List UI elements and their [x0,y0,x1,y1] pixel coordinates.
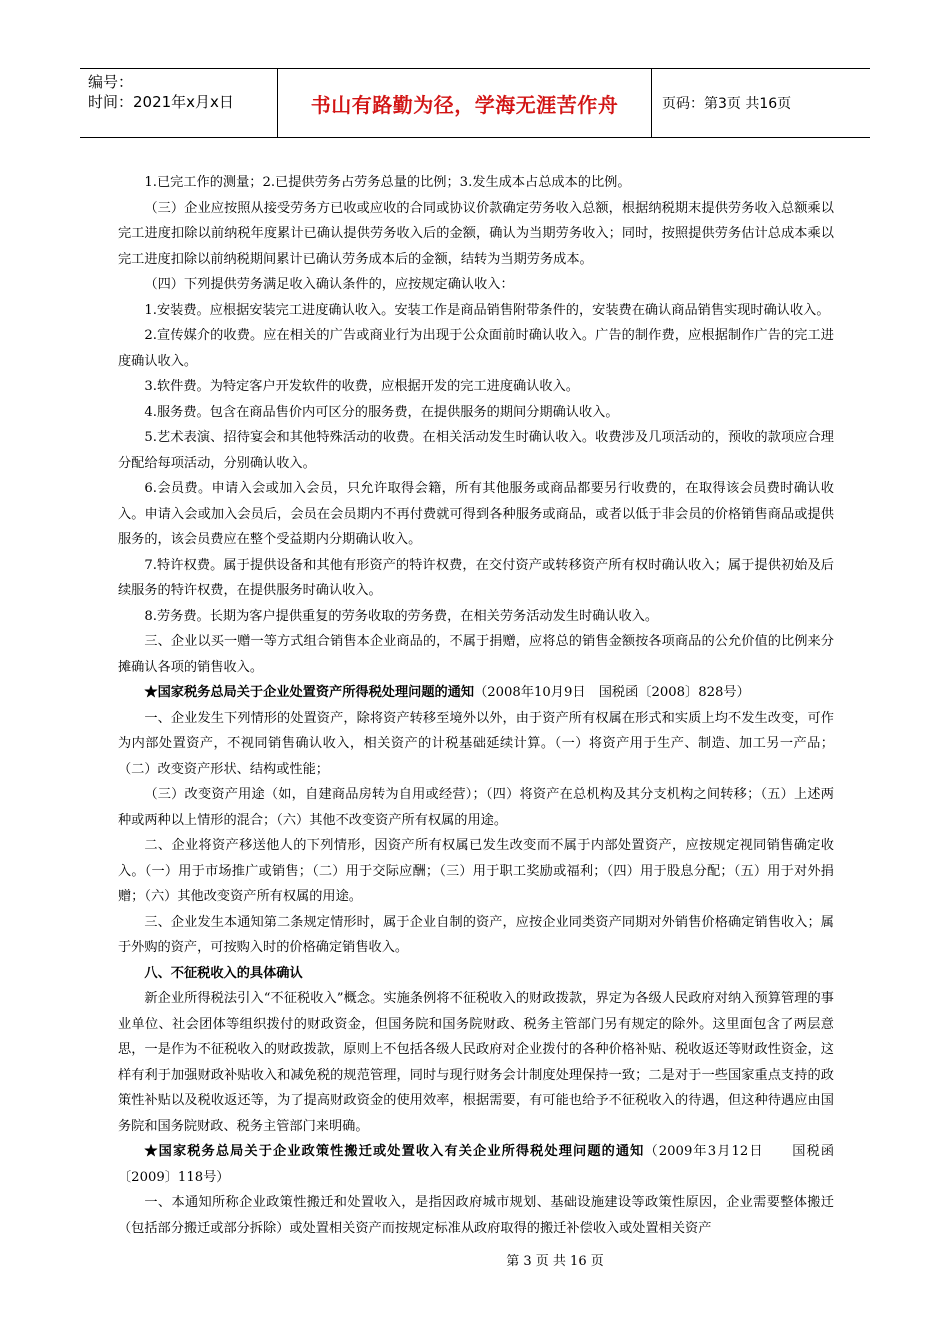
header-meta [80,69,278,137]
paragraph-text: 新企业所得税法引入“不征税收入”概念。实施条例将不征税收入的财政拨款，界定为各级人民政府对纳入预算管理的事业单位、社会团体等组织拨付的财政资金，但国务院和国务院财政、税务主管部门另有规定的除外。这里面包含了两层意思，一是作为不征税收入的财政拨款，原则上不包括各级人民政府对企业拨付的各种价格补贴、税收返还等财政性资金，这样有利于加强财政补贴收入和减免税的规范管理，同时与现行财务会计制度处理保持一致；二是对于一些国家重点支持的政策性补贴以及税收返还等，为了提高财政资金的使用效率，根据需要，有可能也给予不征税收入的待遇，但这种待遇应由国务院和国务院财政、税务主管部门来明确。 [118,991,834,1134]
paragraph-text: 3.软件费。为特定客户开发软件的收费，应根据开发的完工进度确认收入。 [144,379,579,394]
paragraph [118,782,834,833]
paragraph-text: 4.服务费。包含在商品售价内可区分的服务费，在提供服务的期间分期确认收入。 [144,404,619,420]
paragraph [118,553,834,604]
page-header [80,68,870,138]
paragraph-text: 7.特许权费。属于提供设备和其他有形资产的特许权费，在交付资产或转移资产所有权时确认收入；属于提供初始及后续服务的特许权费，在提供服务时确认收入。 [118,557,834,598]
document-time: 时间：2021年x月x日 [88,93,234,111]
paragraph [118,706,834,783]
paragraph [118,476,834,553]
paragraph-text: 一、本通知所称企业政策性搬迁和处置收入，是指因政府城市规划、基础设施建设等政策性原因，企业需要整体搬迁（包括部分搬迁或部分拆除）或处置相关资产而按规定标准从政府取得的搬迁补偿收入或处置相关资产 [118,1195,834,1236]
paragraph-text: 1.已完工作的测量；2.已提供劳务占劳务总量的比例；3.发生成本占总成本的比例。 [144,175,631,190]
paragraph [118,196,834,273]
paragraph-text: ★国家税务总局关于企业处置资产所得税处理问题的通知 [144,685,475,700]
header-page-label: 页码：第3页 共16页 [662,96,792,112]
paragraph [118,323,834,374]
paragraph [118,425,834,476]
paragraph-text: 二、企业将资产移送他人的下列情形，因资产所有权属已发生改变而不属于内部处置资产，应按规定视同销售确定收入。（一）用于市场推广或销售；（二）用于交际应酬；（三）用于职工奖励或福利；（四）用于股息分配；（五）用于对外捐赠；（六）其他改变资产所有权属的用途。 [118,838,834,904]
paragraph [118,400,834,426]
paragraph-text: 三、企业以买一赠一等方式组合销售本企业商品的，不属于捐赠，应将总的销售金额按各项商品的公允价值的比例来分摊确认各项的销售收入。 [118,634,834,675]
document-body [118,170,834,1241]
document-number: 编号： [88,73,134,91]
heading-citation: （2008年10月9日 国税函〔2008〕828号） [474,685,750,700]
paragraph [118,170,834,196]
paragraph-text: 八、不征税收入的具体确认 [144,965,303,981]
paragraph [118,374,834,400]
paragraph [118,604,834,630]
paragraph-text: 6.会员费。申请入会或加入会员，只允许取得会籍，所有其他服务或商品都要另行收费的，在取得该会员费时确认收入。申请入会或加入会员后，会员在会员期内不再付费就可得到各种服务或商品，或者以低于非会员的价格销售商品或提供服务的，该会员费应在整个受益期内分期确认收入。 [118,481,834,547]
paragraph-text: ★国家税务总局关于企业政策性搬迁或处置收入有关企业所得税处理问题的通知 [144,1144,645,1159]
paragraph [118,986,834,1139]
section-heading [118,1139,834,1190]
paragraph-text: （三）企业应按照从接受劳务方已收或应收的合同或协议价款确定劳务收入总额，根据纳税期末提供劳务收入总额乘以完工进度扣除以前纳税年度累计已确认提供劳务收入后的金额，确认为当期劳务收入；同时，按照提供劳务估计总成本乘以完工进度扣除以前纳税期间累计已确认劳务成本后的金额，结转为当期劳务成本。 [118,200,834,267]
paragraph [118,272,834,298]
footer-page-number: 第 3 页 共 16 页 [506,1254,604,1269]
page-footer [0,1250,950,1269]
header-motto-cell [278,69,652,137]
paragraph-text: 8.劳务费。长期为客户提供重复的劳务收取的劳务费，在相关劳务活动发生时确认收入。 [144,608,659,624]
paragraph [118,629,834,680]
paragraph-text: 5.艺术表演、招待宴会和其他特殊活动的收费。在相关活动发生时确认收入。收费涉及几项活动的，预收的款项应合理分配给每项活动，分别确认收入。 [118,430,834,471]
paragraph-text: 1.安装费。应根据安装完工进度确认收入。安装工作是商品销售附带条件的，安装费在确认商品销售实现时确认收入。 [144,302,830,318]
paragraph-text: 三、企业发生本通知第二条规定情形时，属于企业自制的资产，应按企业同类资产同期对外销售价格确定销售收入；属于外购的资产，可按购入时的价格确定销售收入。 [118,914,834,955]
paragraph-text: （四）下列提供劳务满足收入确认条件的，应按规定确认收入： [144,277,514,292]
section-heading [118,961,834,987]
paragraph-text: 一、企业发生下列情形的处置资产，除将资产转移至境外以外，由于资产所有权属在形式和实质上均不发生改变，可作为内部处置资产，不视同销售确认收入，相关资产的计税基础延续计算。（一）将资产用于生产、制造、加工另一产品；（二）改变资产形状、结构或性能； [118,710,834,777]
paragraph-text: 2.宣传媒介的收费。应在相关的广告或商业行为出现于公众面前时确认收入。广告的制作费，应根据制作广告的完工进度确认收入。 [118,328,834,369]
paragraph [118,1190,834,1241]
heading-citation: （2009年3月12日 国税函〔2009〕118号） [118,1144,835,1185]
paragraph [118,298,834,324]
header-motto: 书山有路勤为径，学海无涯苦作舟 [310,92,619,117]
paragraph [118,833,834,910]
paragraph [118,910,834,961]
paragraph-text: （三）改变资产用途（如，自建商品房转为自用或经营）；（四）将资产在总机构及其分支机构之间转移；（五）上述两种或两种以上情形的混合；（六）其他不改变资产所有权属的用途。 [118,787,834,828]
section-heading [118,680,834,706]
